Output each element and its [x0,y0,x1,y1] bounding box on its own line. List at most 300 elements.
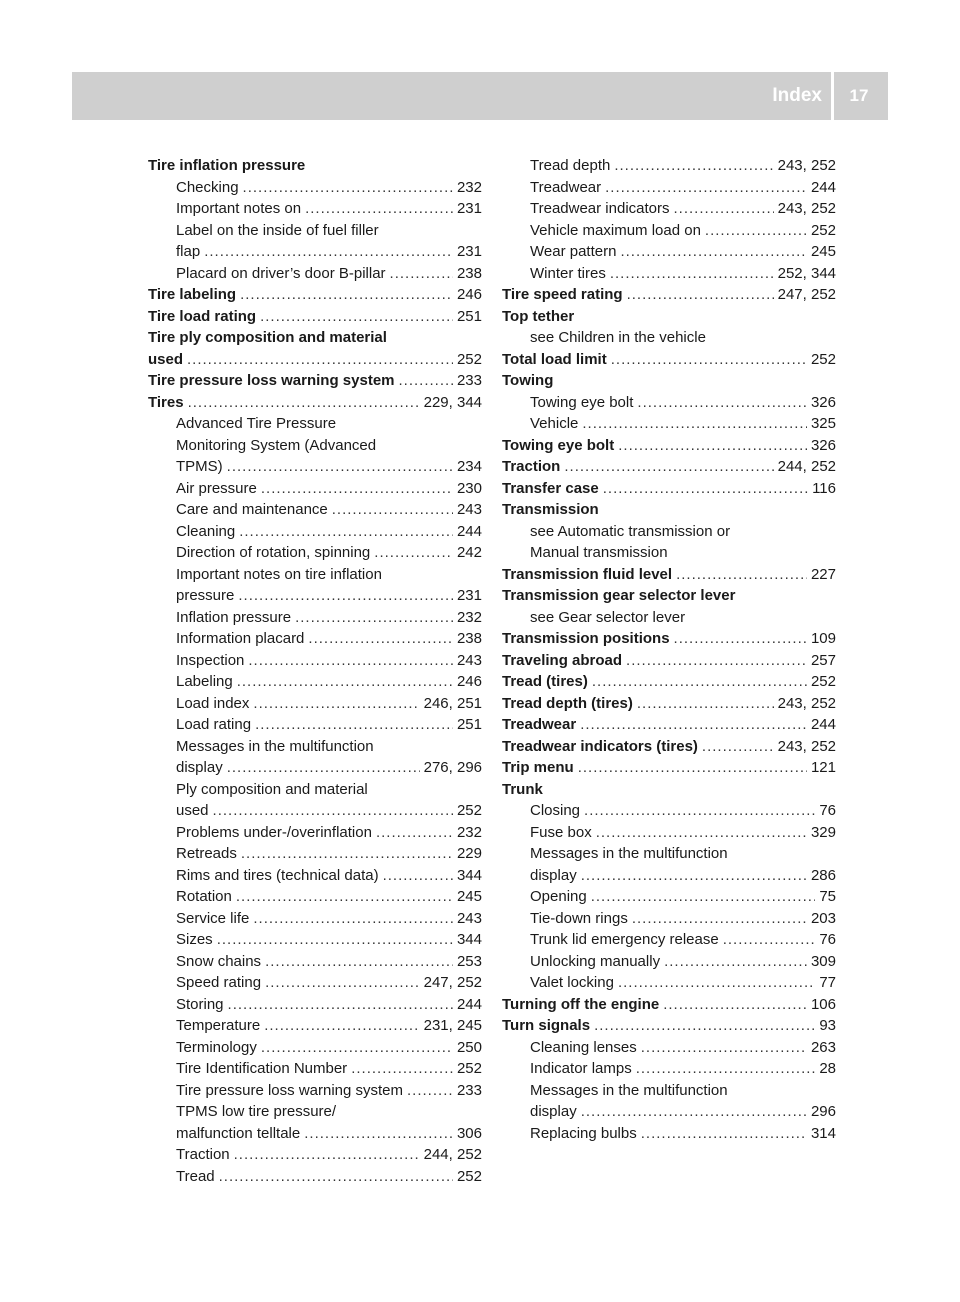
entry-page-ref[interactable]: 247, 252 [423,974,482,991]
entry-page-ref[interactable]: 329 [810,823,836,841]
index-entry [502,693,836,715]
entry-label: Important notes on tire inflation [176,565,382,583]
entry-page-ref[interactable]: 229 [456,845,482,862]
index-entry [502,198,836,220]
entry-label: Transmission positions [502,630,670,647]
entry-page-ref[interactable]: 253 [456,952,482,970]
entry-label: Cleaning [176,522,236,540]
dot-leader [374,542,453,564]
index-entry [148,435,482,457]
entry-page-ref[interactable]: 252 [810,221,836,239]
dot-leader [592,671,807,693]
entry-label: Cleaning lenses [530,1038,637,1056]
index-entry [148,865,482,887]
index-entry [148,1166,482,1188]
entry-label: Manual transmission [530,544,668,561]
dot-leader [390,263,453,285]
index-entry [148,499,482,521]
index-entry [148,843,482,865]
entry-page-ref[interactable]: 76 [819,931,836,948]
entry-page-ref[interactable]: 77 [819,974,836,991]
entry-page-ref[interactable]: 203 [810,909,836,927]
index-entry [502,263,836,285]
entry-label: Service life [176,909,250,927]
entry-page-ref[interactable]: 243 [456,501,482,518]
entry-page-ref[interactable]: 252 [456,1167,482,1185]
dot-leader [637,693,774,715]
entry-page-ref[interactable]: 243, 252 [777,157,836,174]
entry-page-ref[interactable]: 246 [456,286,482,303]
entry-label: Tire ply composition and material [148,329,387,346]
index-entry [148,263,482,285]
index-entry [502,521,836,543]
index-title: Index [772,85,822,106]
dot-leader [584,800,815,822]
index-entry [148,736,482,758]
entry-label: Top tether [502,307,575,325]
entry-label: Messages in the multifunction [530,1081,728,1099]
index-entry [502,585,836,607]
entry-page-ref[interactable]: 244, 252 [777,458,836,475]
entry-page-ref[interactable]: 309 [810,952,836,970]
index-entry [502,671,836,693]
index-entry [148,349,482,371]
entry-page-ref[interactable]: 28 [819,1060,836,1077]
index-entry [148,521,482,543]
index-entry [148,757,482,779]
entry-page-ref[interactable]: 244, 252 [423,1146,482,1163]
index-entry [148,693,482,715]
dot-leader [564,456,773,478]
index-entry [502,155,836,177]
entry-page-ref[interactable]: 231 [456,587,482,604]
dot-leader [580,714,807,736]
index-entry [502,951,836,973]
index-entry [502,542,836,564]
entry-page-ref[interactable]: 116 [812,479,836,497]
index-entry [148,564,482,586]
entry-label: Tire pressure loss warning system [148,372,395,389]
index-entry [148,972,482,994]
index-entry [148,779,482,801]
entry-page-ref[interactable]: 251 [456,716,482,733]
entry-label: Tread (tires) [502,673,588,690]
dot-leader [217,929,453,951]
entry-label: Inflation pressure [176,608,292,626]
entry-page-ref[interactable]: 231, 245 [423,1017,482,1034]
entry-label: Tie-down rings [530,909,628,927]
dot-leader [265,972,420,994]
entry-label: Treadwear indicators [530,200,670,217]
index-entry [148,413,482,435]
entry-page-ref[interactable]: 252 [456,802,482,819]
entry-label: Towing eye bolt [530,393,634,411]
entry-label: Ply composition and material [176,780,368,798]
entry-label: Care and maintenance [176,501,328,518]
header-divider [831,72,834,120]
entry-page-ref[interactable]: 344 [456,866,482,884]
entry-page-ref[interactable]: 314 [810,1124,836,1142]
entry-page-ref[interactable]: 244 [456,995,482,1013]
index-entry [502,736,836,758]
entry-page-ref[interactable]: 244 [810,178,836,196]
index-entry [502,241,836,263]
dot-leader [610,263,774,285]
entry-label: Rotation [176,888,232,905]
entry-label: Opening [530,888,587,905]
index-entry [502,177,836,199]
entry-label: see Children in the vehicle [530,329,706,346]
entry-page-ref[interactable]: 227 [810,565,836,583]
entry-page-ref[interactable]: 344 [456,931,482,948]
index-entry [502,865,836,887]
index-entry [502,757,836,779]
index-entry [148,1080,482,1102]
index-entry [148,1015,482,1037]
entry-label: Vehicle [530,415,579,432]
index-entry [502,413,836,435]
dot-leader [626,650,807,672]
entry-page-ref[interactable]: 245 [456,888,482,905]
entry-page-ref[interactable]: 243, 252 [777,737,836,755]
entry-label: Transmission fluid level [502,565,673,583]
dot-leader [261,478,453,500]
entry-label: Tire load rating [148,307,257,325]
dot-leader [705,220,807,242]
dot-leader [723,929,816,951]
entry-page-ref[interactable]: 306 [456,1124,482,1142]
entry-label: Snow chains [176,952,262,970]
entry-label: Air pressure [176,479,257,497]
entry-page-ref[interactable]: 233 [456,372,482,389]
entry-label: Advanced Tire Pressure [176,415,337,432]
dot-leader [376,822,453,844]
index-column-right [502,155,836,1144]
entry-page-ref[interactable]: 325 [810,415,836,432]
entry-label: Vehicle maximum load on [530,221,701,239]
entry-label: Closing [530,802,581,819]
dot-leader [295,607,453,629]
entry-label: Terminology [176,1038,257,1056]
dot-leader [265,951,453,973]
index-entry [148,456,482,478]
entry-page-ref[interactable]: 242 [456,544,482,561]
dot-leader [236,886,453,908]
dot-leader [641,1123,807,1145]
dot-leader [351,1058,453,1080]
entry-page-ref[interactable]: 230 [456,479,482,497]
index-entry [148,241,482,263]
index-entry [148,284,482,306]
index-entry [148,714,482,736]
entry-page-ref[interactable]: 246, 251 [423,694,482,712]
index-column-left [148,155,482,1187]
dot-leader [614,155,773,177]
entry-label: display [176,759,223,776]
entry-label: Valet locking [530,974,614,991]
index-entry [148,628,482,650]
index-entry [148,994,482,1016]
entry-label: Tire labeling [148,286,237,303]
entry-page-ref[interactable]: 234 [456,458,482,475]
dot-leader [582,413,807,435]
entry-label: Placard on driver’s door B-pillar [176,264,386,282]
index-entry [502,456,836,478]
index-entry [502,908,836,930]
dot-leader [264,1015,419,1037]
entry-page-ref[interactable]: 296 [810,1103,836,1120]
entry-page-ref[interactable]: 263 [810,1038,836,1056]
entry-label: Tire inflation pressure [148,157,306,174]
index-entry [148,327,482,349]
dot-leader [308,628,453,650]
dot-leader [237,671,453,693]
index-entry [502,306,836,328]
entry-page-ref[interactable]: 252, 344 [777,264,836,282]
entry-label: Turn signals [502,1017,591,1034]
entry-label: Load rating [176,716,252,733]
entry-label: Important notes on [176,200,302,217]
index-entry [502,628,836,650]
entry-page-ref[interactable]: 231 [456,243,482,260]
entry-label: Tread depth [530,157,611,174]
dot-leader [255,714,453,736]
index-entry [148,392,482,414]
entry-page-ref[interactable]: 121 [810,759,836,776]
index-entry [502,929,836,951]
entry-label: flap [176,243,201,260]
entry-label: Traction [176,1146,230,1163]
entry-label: Total load limit [502,350,607,368]
entry-page-ref[interactable]: 243 [456,651,482,669]
entry-page-ref[interactable]: 238 [456,264,482,282]
dot-leader [674,628,807,650]
index-entry [502,822,836,844]
entry-label: Label on the inside of fuel filler [176,221,379,239]
entry-page-ref[interactable]: 232 [456,608,482,626]
dot-leader [241,843,453,865]
entry-label: see Automatic transmission or [530,522,731,540]
dot-leader [228,994,453,1016]
index-entry [502,1037,836,1059]
entry-label: used [148,350,184,368]
entry-page-ref[interactable]: 229, 344 [423,393,482,411]
dot-leader [399,370,453,392]
dot-leader [260,306,453,328]
entry-label: Winter tires [530,264,606,282]
entry-page-ref[interactable]: 326 [810,436,836,454]
entry-label: Speed rating [176,974,262,991]
index-entry [148,1037,482,1059]
entry-label: Direction of rotation, spinning [176,544,371,561]
entry-page-ref[interactable]: 286 [810,866,836,884]
index-entry [502,972,836,994]
entry-label: Temperature [176,1017,261,1034]
dot-leader [243,177,453,199]
entry-label: Tire Identification Number [176,1060,348,1077]
entry-label: see Gear selector lever [530,608,686,626]
entry-label: Tread depth (tires) [502,694,633,712]
index-entry [502,650,836,672]
index-entry [148,822,482,844]
entry-page-ref[interactable]: 247, 252 [777,286,836,303]
entry-label: Trunk lid emergency release [530,931,719,948]
index-entry [502,843,836,865]
entry-page-ref[interactable]: 231 [456,200,482,217]
dot-leader [332,499,453,521]
entry-page-ref[interactable]: 244 [810,716,836,733]
entry-label: Indicator lamps [530,1060,632,1077]
index-entry [148,951,482,973]
entry-label: Traction [502,458,561,475]
entry-page-ref[interactable]: 76 [819,802,836,819]
entry-label: malfunction telltale [176,1124,301,1142]
entry-page-ref[interactable]: 232 [456,823,482,841]
dot-leader [637,392,807,414]
entry-label: Retreads [176,845,237,862]
dot-leader [204,241,453,263]
entry-label: Labeling [176,673,233,690]
dot-leader [253,908,453,930]
entry-label: Transmission gear selector lever [502,587,736,604]
entry-label: Wear pattern [530,243,617,260]
entry-page-ref[interactable]: 251 [456,307,482,325]
entry-page-ref[interactable]: 238 [456,630,482,647]
dot-leader [248,650,453,672]
entry-label: Transmission [502,501,599,518]
index-entry [502,1058,836,1080]
entry-label: display [530,1103,577,1120]
dot-leader [641,1037,807,1059]
entry-label: Tire pressure loss warning system [176,1081,404,1099]
entry-page-ref[interactable]: 250 [456,1038,482,1056]
entry-page-ref[interactable]: 233 [456,1081,482,1099]
dot-leader [578,757,807,779]
entry-page-ref[interactable]: 252 [456,1060,482,1077]
dot-leader [603,478,808,500]
dot-leader [664,951,807,973]
page-number: 17 [849,86,869,105]
entry-page-ref[interactable]: 252 [810,673,836,690]
dot-leader [240,284,453,306]
dot-leader [304,1123,453,1145]
entry-label: Tire speed rating [502,286,623,303]
entry-label: Information placard [176,630,305,647]
index-entry [502,349,836,371]
entry-label: Rims and tires (technical data) [176,866,379,884]
dot-leader [581,865,807,887]
dot-leader [261,1037,453,1059]
dot-leader [611,349,807,371]
index-entry [502,607,836,629]
index-entry [148,370,482,392]
index-entry [502,392,836,414]
entry-page-ref[interactable]: 326 [810,393,836,411]
dot-leader [627,284,774,306]
entry-page-ref[interactable]: 243, 252 [777,200,836,217]
index-entry [148,220,482,242]
dot-leader [239,521,453,543]
index-entry [502,800,836,822]
index-entry [148,650,482,672]
dot-leader [407,1080,453,1102]
index-entry [148,155,482,177]
index-entry [502,779,836,801]
entry-page-ref[interactable]: 232 [456,178,482,196]
index-entry [502,1080,836,1102]
dot-leader [676,564,807,586]
dot-leader [618,435,807,457]
entry-page-ref[interactable]: 106 [810,995,836,1013]
entry-page-ref[interactable]: 252 [810,350,836,368]
index-entry [502,284,836,306]
entry-page-ref[interactable]: 243, 252 [777,694,836,712]
entry-page-ref[interactable]: 257 [810,651,836,669]
dot-leader [702,736,774,758]
index-entry [502,499,836,521]
dot-leader [605,177,807,199]
entry-label: Load index [176,694,250,712]
index-entry [148,607,482,629]
dot-leader [663,994,807,1016]
index-entry [148,929,482,951]
index-entry [148,306,482,328]
dot-leader [594,1015,815,1037]
dot-leader [188,392,420,414]
entry-page-ref[interactable]: 93 [819,1017,836,1034]
index-entry [502,370,836,392]
index-entry [148,1058,482,1080]
entry-label: Tread [176,1167,215,1185]
dot-leader [620,241,807,263]
entry-label: Trunk [502,780,543,798]
entry-label: Traveling abroad [502,651,623,669]
entry-page-ref[interactable]: 245 [810,243,836,260]
entry-label: Tires [148,393,184,411]
entry-page-ref[interactable]: 109 [810,630,836,647]
index-entry [148,908,482,930]
dot-leader [632,908,807,930]
dot-leader [581,1101,807,1123]
entry-page-ref[interactable]: 246 [456,673,482,690]
entry-label: Fuse box [530,823,592,841]
entry-page-ref[interactable]: 252 [456,350,482,368]
dot-leader [383,865,453,887]
dot-leader [618,972,815,994]
index-entry [502,714,836,736]
entry-label: Sizes [176,931,213,948]
index-entry [502,886,836,908]
entry-page-ref[interactable]: 75 [819,888,836,905]
entry-page-ref[interactable]: 243 [456,909,482,927]
index-entry [148,1123,482,1145]
index-entry [148,800,482,822]
dot-leader [253,693,419,715]
entry-label: Monitoring System (Advanced [176,436,377,454]
index-entry [502,1123,836,1145]
entry-label: Towing eye bolt [502,436,615,454]
index-entry [502,478,836,500]
entry-label: Treadwear [530,178,602,196]
entry-label: Turning off the engine [502,995,660,1013]
entry-page-ref[interactable]: 276, 296 [423,759,482,776]
entry-label: TPMS low tire pressure/ [176,1103,337,1120]
entry-page-ref[interactable]: 244 [456,522,482,540]
index-entry [502,220,836,242]
entry-label: Treadwear [502,716,577,733]
entry-label: Messages in the multifunction [176,737,374,755]
entry-label: TPMS) [176,458,223,475]
